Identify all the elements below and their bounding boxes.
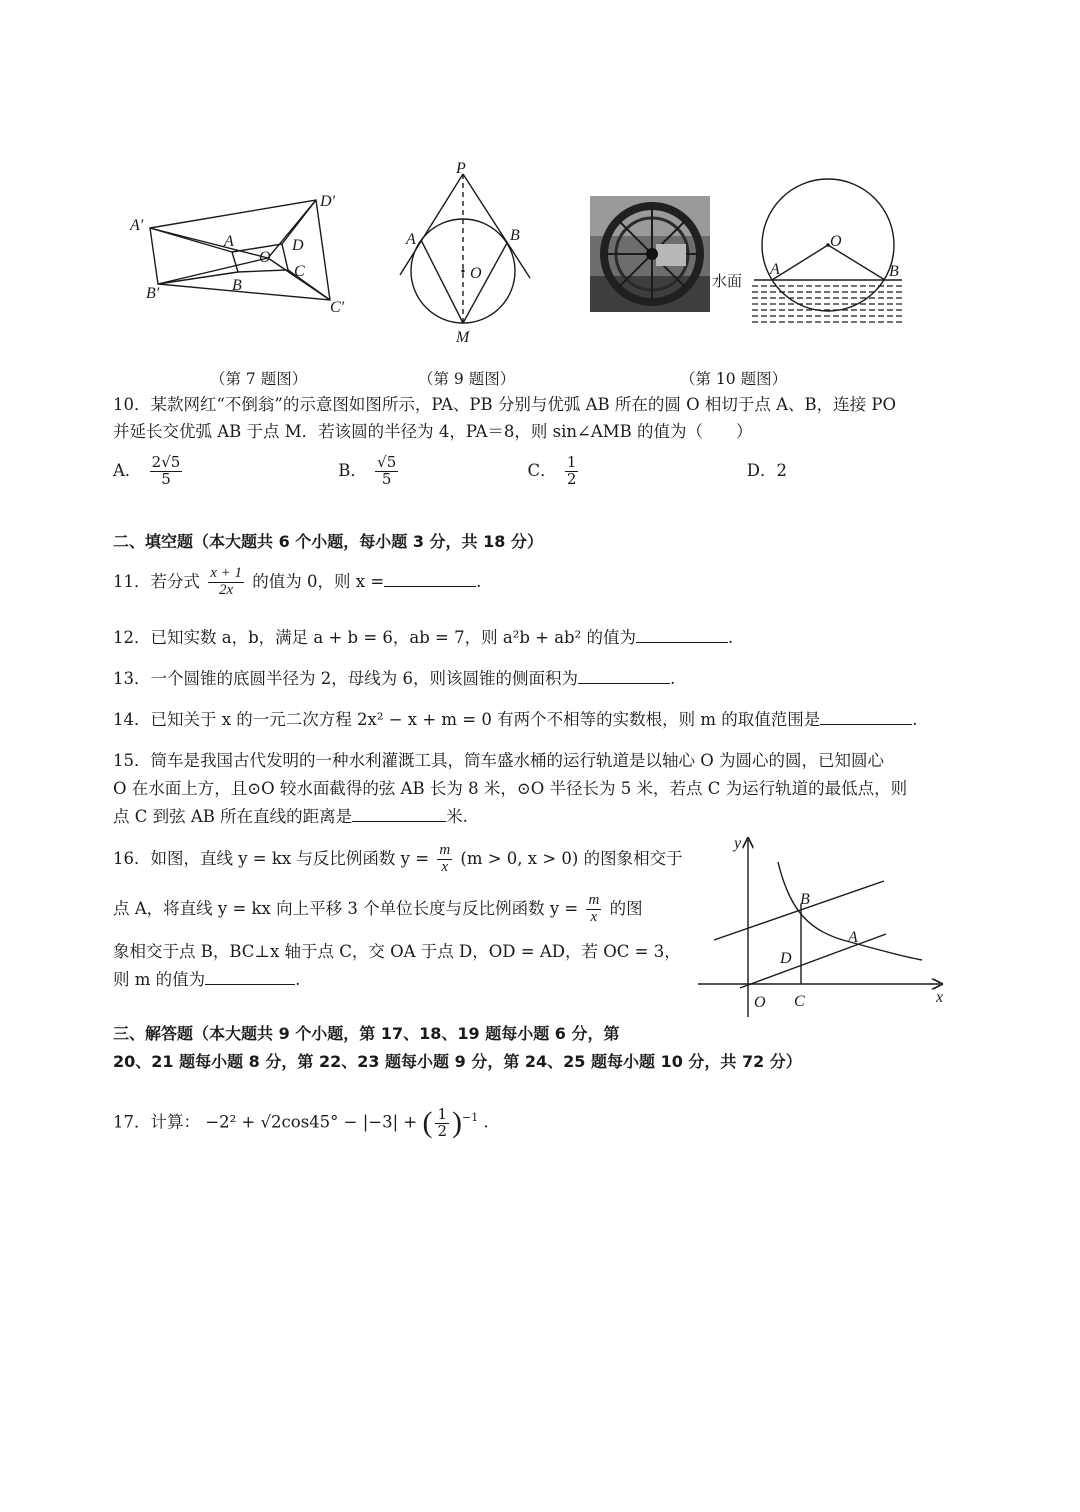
label-O: O: [830, 233, 842, 250]
label-D-prime: D′: [320, 193, 336, 210]
q15-answer-blank[interactable]: [352, 805, 446, 822]
q16-line3: 象相交于点 B，BC⊥x 轴于点 C，交 OA 于点 D，OD = AD，若 OC = 3，: [113, 942, 681, 961]
water-wheel-photo: [590, 196, 710, 312]
q16-line2: 点 A，将直线 y = kx 向上平移 3 个单位长度与反比例函数 y = $\frac{m}{x}$ 的图: [113, 892, 643, 925]
label-M: M: [456, 329, 470, 346]
section-2-title: 二、填空题（本大题共 6 个小题，每小题 3 分，共 18 分）: [113, 532, 543, 551]
label-A: A: [848, 929, 858, 946]
label-O: O: [259, 249, 271, 266]
section-3-line1: 三、解答题（本大题共 9 个小题，第 17、18、19 题每小题 6 分，第: [113, 1024, 620, 1043]
q10-line1: 10．某款网红“不倒翁”的示意图如图所示，PA、PB 分别与优弧 AB 所在的圆 O 相切于点 A、B，连接 PO: [113, 395, 897, 414]
figure-7-caption: （第 7 题图）: [210, 370, 308, 388]
figure-9-caption: （第 9 题图）: [418, 370, 516, 388]
label-A-prime: A′: [130, 217, 144, 234]
q15-line3: 点 C 到弦 AB 所在直线的距离是 米.: [113, 807, 468, 826]
figure-10-caption: （第 10 题图）: [680, 370, 788, 388]
option-a: A． $\frac{2√5}{5}$: [113, 453, 181, 488]
water-label: 水面: [712, 272, 743, 290]
label-A: A: [224, 233, 234, 250]
label-O: O: [754, 994, 766, 1011]
q14: 14．已知关于 x 的一元二次方程 2x² − x + m = 0 有两个不相等的实数根，则 m 的取值范围是 .: [113, 710, 918, 729]
q16-line4: 则 m 的值为 .: [113, 970, 301, 989]
q13-answer-blank[interactable]: [578, 667, 670, 684]
label-A: A: [770, 261, 780, 278]
label-A: A: [406, 231, 416, 248]
option-d: D．2: [746, 461, 787, 480]
label-B-prime: B′: [146, 285, 160, 302]
label-B: B: [510, 227, 520, 244]
label-y: y: [734, 835, 742, 852]
q15-line1: 15．筒车是我国古代发明的一种水利灌溉工具，筒车盛水桶的运行轨道是以轴心 O 为圆心的圆，已知圆心: [113, 751, 885, 770]
label-C-prime: C′: [330, 299, 345, 316]
label-D: D: [292, 237, 304, 254]
label-B: B: [889, 263, 899, 280]
figure-10: [710, 170, 910, 330]
option-c: C． $\frac{1}{2}$: [527, 453, 577, 488]
section-3-line2: 20、21 题每小题 8 分，第 22、23 题每小题 9 分，第 24、25 题每小题 10 分，共 72 分）: [113, 1052, 802, 1071]
q11: 11．若分式 $\frac{x + 1}{2x}$ 的值为 0，则 x = .: [113, 565, 482, 598]
label-C: C: [294, 263, 305, 280]
q16-answer-blank[interactable]: [205, 968, 295, 985]
line-OA: [740, 934, 886, 988]
figure-7: [120, 188, 360, 328]
q11-answer-blank[interactable]: [384, 570, 476, 587]
q15-line2: O 在水面上方，且⊙O 较水面截得的弦 AB 长为 8 米，⊙O 半径长为 5 米，若点 C 为运行轨道的最低点，则: [113, 779, 908, 798]
q16-line1: 16．如图，直线 y = kx 与反比例函数 y = $\frac{m}{x}$ (m > 0, x > 0) 的图象相交于: [113, 842, 683, 875]
label-B: B: [800, 891, 810, 908]
q12-answer-blank[interactable]: [636, 626, 728, 643]
label-P: P: [456, 160, 466, 177]
label-B: B: [232, 277, 242, 294]
q13: 13．一个圆锥的底圆半径为 2，母线为 6，则该圆锥的侧面积为 .: [113, 669, 676, 688]
q10-line2: 并延长交优弧 AB 于点 M．若该圆的半径为 4，PA＝8，则 sin∠AMB 的值为（ ）: [113, 422, 753, 441]
q14-answer-blank[interactable]: [820, 708, 912, 725]
q10-options: [113, 450, 787, 492]
option-b: B． $\frac{√5}{5}$: [338, 453, 397, 488]
q17: 17．计算： −2² + √2cos45° − |−3| + ( $\frac{1}{2}$ )$^{-1}$ .: [113, 1104, 489, 1140]
figure-16: [690, 832, 950, 1022]
label-O: O: [470, 265, 482, 282]
q12: 12．已知实数 a，b，满足 a + b = 6，ab = 7，则 a²b + ab² 的值为 .: [113, 628, 734, 647]
figure-9: [390, 160, 540, 350]
line-shifted: [714, 881, 884, 940]
label-C: C: [794, 993, 805, 1010]
label-D: D: [780, 950, 792, 967]
label-x: x: [936, 989, 944, 1006]
